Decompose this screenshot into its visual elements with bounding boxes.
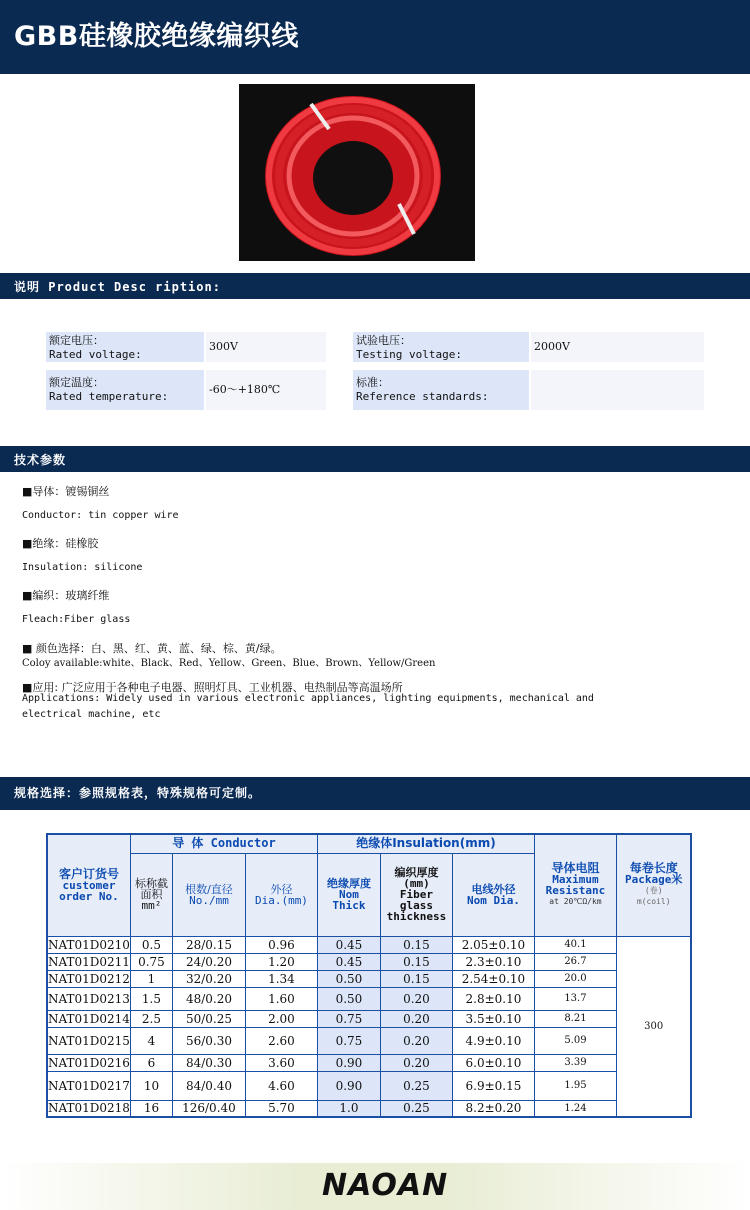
cell-area: 16 xyxy=(130,1100,172,1117)
cell-od: 0.96 xyxy=(245,936,317,953)
spec-color-cn: ■ 颜色选择：白、黑、红、黄、蓝、绿、棕、黄/绿。 xyxy=(22,642,282,655)
header-od xyxy=(245,853,317,936)
cell-order-no: NAT01D0218 xyxy=(48,1101,130,1116)
section-description-title: 说明 Product Desc ription: xyxy=(14,280,221,294)
cell-ins-thickness: 0.90 xyxy=(317,1054,380,1071)
cell-braid-thickness: 0.25 xyxy=(380,1071,452,1100)
cell-resistance: 40.1 xyxy=(534,936,616,953)
cell-ins-thickness: 0.75 xyxy=(317,1010,380,1027)
testing-voltage-label xyxy=(353,332,529,362)
cell-ins-thickness: 0.50 xyxy=(317,970,380,987)
rated-voltage-label xyxy=(46,332,204,362)
testing-voltage-label-en: Testing voltage: xyxy=(356,348,462,361)
cell-area: 1.5 xyxy=(130,987,172,1010)
cell-braid-thickness: 0.15 xyxy=(380,953,452,970)
cell-od: 4.60 xyxy=(245,1071,317,1100)
product-photo xyxy=(239,84,475,261)
cell-order-no: NAT01D0213 xyxy=(47,987,130,1010)
header-resistance-en2: Resistanc xyxy=(545,884,606,898)
header-order-no xyxy=(47,834,130,936)
header-braid-thickness xyxy=(380,853,452,936)
header-braid-thickness-cn: 编织厚度 xyxy=(394,866,439,879)
brand-logo: NAOAN xyxy=(322,1168,449,1203)
rated-voltage-value: 300V xyxy=(206,332,326,362)
section-tech-title: 技术参数 xyxy=(14,453,67,467)
cell-wire-dia: 2.8±0.10 xyxy=(452,987,534,1010)
cell-ins-thickness: 0.90 xyxy=(317,1071,380,1100)
cell-area: 0.75 xyxy=(130,953,172,970)
spec-conductor-en: Conductor: tin copper wire xyxy=(22,510,179,521)
cell-resistance: 26.7 xyxy=(534,953,616,970)
cell-order-no: NAT01D0211 xyxy=(48,954,130,969)
header-package xyxy=(616,834,691,936)
spec-insulation-en: Insulation: silicone xyxy=(22,562,143,573)
cell-order-no: NAT01D0212 xyxy=(48,971,130,986)
header-strand xyxy=(172,853,245,936)
testing-voltage-value: 2000V xyxy=(531,332,704,362)
cell-resistance: 1.95 xyxy=(534,1071,616,1100)
table-row xyxy=(47,936,691,953)
header-area-cn: 标称截面积 xyxy=(134,877,168,901)
cell-area: 0.5 xyxy=(130,936,172,953)
cell-wire-dia: 8.2±0.20 xyxy=(452,1100,534,1117)
cell-area: 4 xyxy=(130,1027,172,1054)
header-od-en: Dia.(mm) xyxy=(254,893,308,907)
header-order-no-cn: 客户订货号 xyxy=(58,866,119,881)
cell-od: 1.60 xyxy=(245,987,317,1010)
rated-voltage-label-en: Rated voltage: xyxy=(49,348,142,361)
header-ins-thickness-en2: Thick xyxy=(332,899,366,912)
cell-order-no: NAT01D0214 xyxy=(48,1011,130,1026)
header-wire-dia-cn: 电线外径 xyxy=(471,882,516,896)
table-row xyxy=(47,970,691,987)
spec-braid-cn: ■编织：玻璃纤维 xyxy=(22,589,110,602)
cell-braid-thickness: 0.25 xyxy=(380,1100,452,1117)
table-row xyxy=(47,953,691,970)
cell-ins-thickness: 1.0 xyxy=(317,1100,380,1117)
cell-strand: 84/0.40 xyxy=(172,1071,245,1100)
cell-order-no: NAT01D0217 xyxy=(47,1071,130,1100)
header-order-no-en2: order No. xyxy=(59,889,119,903)
spec-application-en-2: electrical machine, etc xyxy=(22,709,161,720)
cell-od: 2.60 xyxy=(245,1027,317,1054)
cell-resistance: 20.0 xyxy=(534,970,616,987)
cell-area: 10 xyxy=(130,1071,172,1100)
header-order-no-en1: customer xyxy=(62,878,116,892)
header-resistance xyxy=(534,834,616,936)
cell-order-no: NAT01D0216 xyxy=(48,1055,130,1070)
cell-ins-thickness: 0.45 xyxy=(317,953,380,970)
header-resistance-en1: Maximum xyxy=(552,873,599,887)
rated-temperature-value: -60～+180℃ xyxy=(206,370,326,410)
reference-standards-label-en: Reference standards: xyxy=(356,390,489,403)
cell-braid-thickness: 0.15 xyxy=(380,936,452,953)
table-row xyxy=(47,1027,691,1054)
header-ins-thickness-en1: Nom xyxy=(339,888,359,901)
cable-coil-image xyxy=(239,84,475,261)
spec-color-en: Coloy available:white、Black、Red、Yellow、Green、Blue、Brown、Yellow/Green xyxy=(22,658,436,669)
cell-area: 1 xyxy=(130,970,172,987)
testing-voltage-label-cn: 试验电压： xyxy=(356,334,411,347)
rated-temperature-label-en: Rated temperature: xyxy=(49,390,169,403)
header-package-en: Package米 xyxy=(625,873,683,887)
header-braid-thickness-unit: (mm) xyxy=(403,877,430,890)
table-row xyxy=(47,987,691,1010)
cell-wire-dia: 6.9±0.15 xyxy=(452,1071,534,1100)
cell-wire-dia: 2.05±0.10 xyxy=(452,936,534,953)
cell-braid-thickness: 0.20 xyxy=(380,1054,452,1071)
cell-order-no: NAT01D0210 xyxy=(48,937,130,952)
cell-area: 6 xyxy=(130,1054,172,1071)
cell-od: 3.60 xyxy=(245,1054,317,1071)
cell-braid-thickness: 0.15 xyxy=(380,970,452,987)
table-row xyxy=(47,1054,691,1071)
cell-od: 5.70 xyxy=(245,1100,317,1117)
header-braid-thickness-en3: thickness xyxy=(386,910,447,923)
cell-ins-thickness: 0.75 xyxy=(317,1027,380,1054)
cell-resistance: 13.7 xyxy=(534,987,616,1010)
cell-braid-thickness: 0.20 xyxy=(380,987,452,1010)
cell-package-length: 300 xyxy=(616,936,691,1117)
cell-strand: 126/0.40 xyxy=(172,1100,245,1117)
cell-wire-dia: 4.9±0.10 xyxy=(452,1027,534,1054)
rated-temperature-label-cn: 额定温度： xyxy=(49,376,104,389)
page-title: GBB硅橡胶绝缘编织线 xyxy=(14,21,299,52)
header-ins-thickness xyxy=(317,853,380,936)
cell-strand: 24/0.20 xyxy=(172,953,245,970)
cell-braid-thickness: 0.20 xyxy=(380,1027,452,1054)
header-strand-en: No./mm xyxy=(189,893,229,907)
header-insulation: 绝缘体Insulation(mm) xyxy=(317,834,534,853)
spec-application-cn: ■应用: 广泛应用于各种电子电器、照明灯具、工业机器、电热制品等高温场所 xyxy=(22,681,403,694)
cell-resistance: 1.24 xyxy=(534,1100,616,1117)
cell-resistance: 3.39 xyxy=(534,1054,616,1071)
cell-braid-thickness: 0.20 xyxy=(380,1010,452,1027)
section-description-bar xyxy=(0,273,750,299)
header-area-unit: mm² xyxy=(141,899,162,912)
title-bar xyxy=(0,0,750,74)
header-area xyxy=(130,853,172,936)
section-tech-bar xyxy=(0,446,750,472)
cell-resistance: 5.09 xyxy=(534,1027,616,1054)
cell-ins-thickness: 0.45 xyxy=(317,936,380,953)
cell-ins-thickness: 0.50 xyxy=(317,987,380,1010)
cell-strand: 50/0.25 xyxy=(172,1010,245,1027)
spec-insulation-cn: ■绝缘：硅橡胶 xyxy=(22,537,99,550)
spec-table xyxy=(46,833,692,1118)
section-selection-bar xyxy=(0,777,750,810)
cell-strand: 32/0.20 xyxy=(172,970,245,987)
cell-od: 2.00 xyxy=(245,1010,317,1027)
header-package-unit2: m(coil) xyxy=(636,897,671,907)
header-wire-dia xyxy=(452,853,534,936)
header-resistance-unit: at 20℃Ω/km xyxy=(549,897,602,907)
cell-strand: 28/0.15 xyxy=(172,936,245,953)
table-row xyxy=(47,1100,691,1117)
spec-conductor-cn: ■导体：镀锡铜丝 xyxy=(22,485,110,498)
rated-voltage-label-cn: 额定电压： xyxy=(49,334,104,347)
cell-od: 1.20 xyxy=(245,953,317,970)
table-row xyxy=(47,1010,691,1027)
header-resistance-cn: 导体电阻 xyxy=(551,861,600,876)
cell-od: 1.34 xyxy=(245,970,317,987)
header-od-cn: 外径 xyxy=(270,882,293,896)
spec-table-body xyxy=(47,936,691,1117)
rated-temperature-label xyxy=(46,370,204,410)
cell-wire-dia: 2.54±0.10 xyxy=(452,970,534,987)
header-wire-dia-en: Nom Dia. xyxy=(466,893,520,907)
cell-wire-dia: 2.3±0.10 xyxy=(452,953,534,970)
spec-application-en-1: Applications: Widely used in various electronic appliances, lighting equipments, mechanical and xyxy=(22,693,594,704)
cell-strand: 56/0.30 xyxy=(172,1027,245,1054)
cell-area: 2.5 xyxy=(130,1010,172,1027)
header-conductor: 导 体 Conductor xyxy=(130,834,317,853)
header-strand-cn: 根数/直径 xyxy=(185,882,233,896)
header-package-cn: 每卷长度 xyxy=(629,861,678,876)
cell-wire-dia: 3.5±0.10 xyxy=(452,1010,534,1027)
reference-standards-value xyxy=(531,370,704,410)
cell-wire-dia: 6.0±0.10 xyxy=(452,1054,534,1071)
header-braid-thickness-en2: glass xyxy=(399,899,434,912)
header-braid-thickness-en1: Fiber xyxy=(399,888,434,901)
table-row xyxy=(47,1071,691,1100)
cell-strand: 84/0.30 xyxy=(172,1054,245,1071)
header-ins-thickness-cn: 绝缘厚度 xyxy=(326,877,371,890)
spec-braid-en: Fleach:Fiber glass xyxy=(22,614,131,625)
section-selection-title: 规格选择：参照规格表，特殊规格可定制。 xyxy=(14,786,262,800)
reference-standards-label xyxy=(353,370,529,410)
cell-resistance: 8.21 xyxy=(534,1010,616,1027)
cell-order-no: NAT01D0215 xyxy=(47,1027,130,1054)
cell-strand: 48/0.20 xyxy=(172,987,245,1010)
reference-standards-label-cn: 标准： xyxy=(356,376,389,389)
header-package-unit1: (卷) xyxy=(644,886,663,896)
